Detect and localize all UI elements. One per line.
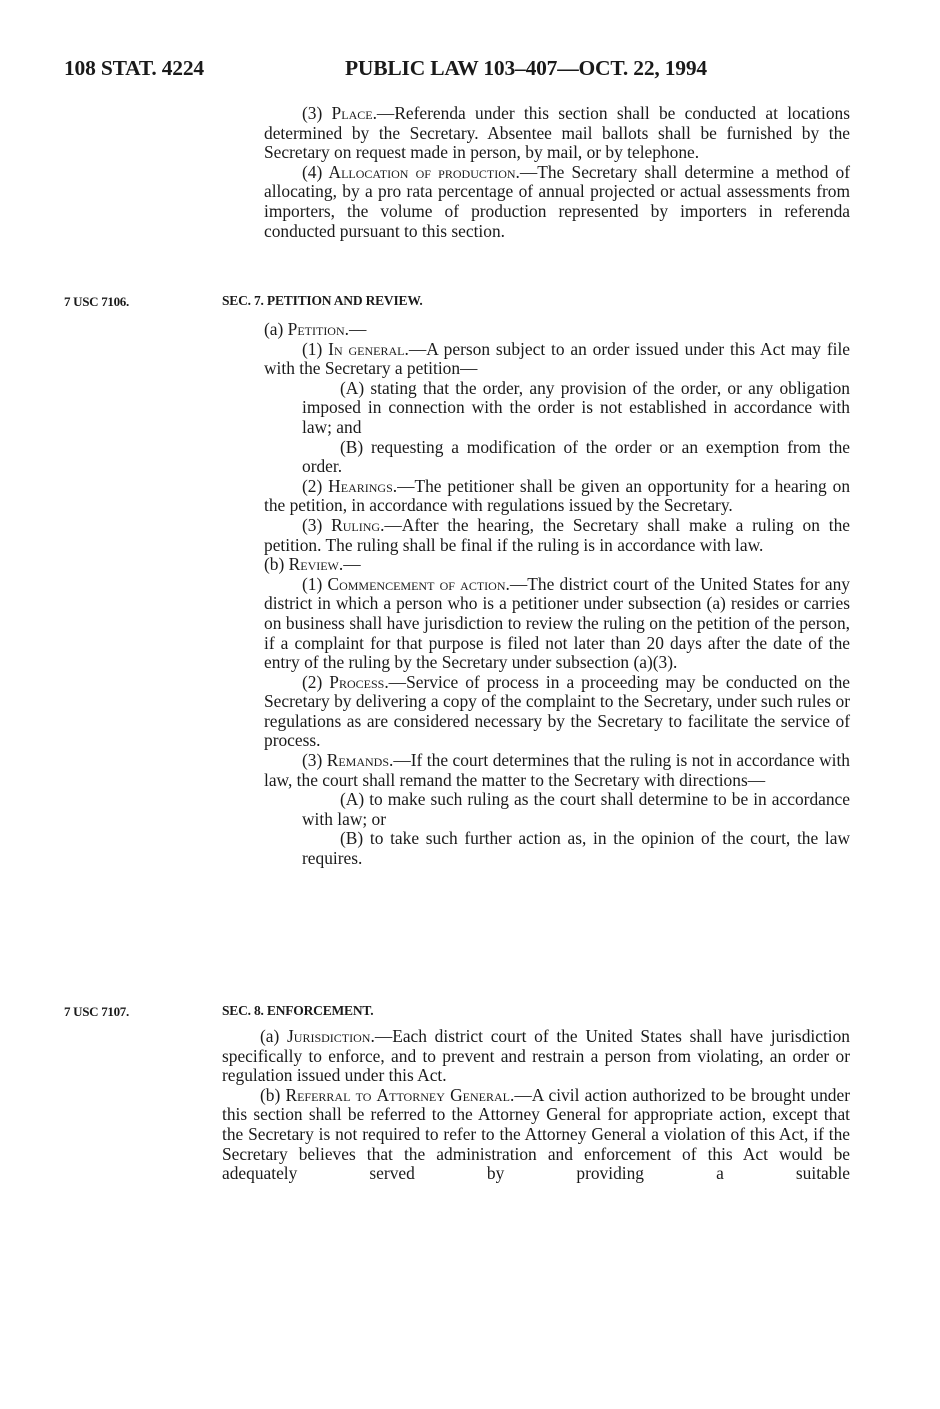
clause-b3B: (B) to take such further action as, in the opinion of the court, the law requires. (302, 828, 850, 869)
para-heading: ttorney (389, 1084, 451, 1105)
paragraph-b1 (264, 575, 850, 673)
subsection-a-petition (264, 320, 850, 340)
para-heading: earings (340, 475, 393, 496)
para-label: (3) P (302, 103, 342, 123)
para-heading: lace (341, 103, 373, 123)
para-label: (2) H (302, 475, 341, 496)
margin-citation-sec8: 7 USC 7107. (64, 1004, 129, 1019)
para-label: (b) R (264, 554, 301, 575)
clause-a1A: (A) stating that the order, any provision of the order, or any obligation imposed in connection with the order is not established in accordance with law; and (302, 377, 850, 437)
para-heading: n general (333, 338, 405, 359)
statute-page-number: 108 STAT. 4224 (64, 56, 204, 80)
para-text: .— (338, 554, 361, 575)
paragraph-a3 (264, 516, 850, 555)
paragraph-allocation (264, 163, 850, 241)
section-7-body (264, 320, 850, 869)
top-paragraphs (264, 104, 850, 241)
margin-citation-sec7: 7 USC 7106. (64, 294, 129, 309)
para-heading: uling (342, 514, 381, 535)
para-label: G (450, 1084, 463, 1105)
para-heading: ommencement of action (339, 573, 506, 594)
paragraph-b3 (264, 751, 850, 790)
para-text: .—After the hearing, the Secretary shall make a ruling on the petition. The ruling shall be final if the ruling is in accordance with law. (264, 514, 850, 555)
section-8-heading: SEC. 8. ENFORCEMENT. (222, 1003, 374, 1018)
para-heading: urisdiction (293, 1026, 371, 1046)
para-text: .—Referenda under this section shall be conducted at locations determined by the Secretary. Absentee mail ballots shall be furnished by the Secretary on request made in person, by mail, or by telephone. (264, 103, 850, 163)
public-law-citation: PUBLIC LAW 103–407—OCT. 22, 1994 (345, 56, 707, 80)
para-text: .—The petitioner shall be given an opportunity for a hearing on the petition, in accordance with regulations issued by the Secretary. (264, 475, 851, 516)
para-heading: rocess (338, 671, 385, 692)
para-heading: llocation of production (341, 161, 516, 182)
subsection-b-referral (222, 1086, 850, 1184)
para-heading: etition (297, 319, 345, 339)
para-label: (a) J (260, 1026, 294, 1046)
para-text: .—The district court of the United States for any district in which a person who is a petitioner under subsection (a) resides or carries on business shall have jurisdiction to review the ruling on the petition of the person, if a complaint for that purpose is filed not later than 20 days after the date of the entry of the ruling by the Secretary under subsection (a)(3). (264, 573, 850, 673)
paragraph-place (264, 104, 850, 163)
para-heading: emands (338, 750, 390, 771)
section-7-heading: SEC. 7. PETITION AND REVIEW. (222, 293, 423, 308)
para-label: (1) C (302, 573, 340, 594)
para-heading: eview (300, 554, 339, 575)
para-text: .—If the court determines that the ruling is not in accordance with law, the court shall remand the matter to the Secretary with directions— (264, 750, 850, 790)
para-text: .—Service of process in a proceeding may be conducted on the Secretary by delivering a copy of the complaint to the Secretary, under such rules or regulations as are considered necessary by the Secretary to facilitate the service of process. (264, 671, 850, 751)
clause-b3A: (A) to make such ruling as the court shall determine to be in accordance with law; or (302, 789, 850, 829)
paragraph-b2 (264, 673, 850, 751)
para-text: .— (344, 319, 367, 339)
para-label: (1) I (302, 338, 334, 359)
page-header (64, 56, 864, 86)
paragraph-a1 (264, 340, 850, 379)
para-text: .—Each district court of the United States shall have jurisdiction specifically to enforce, and to prevent and restrain a person from violating, an order or regulation issued under this Act. (222, 1026, 850, 1086)
para-text: .—The Secretary shall determine a method of allocating, by a pro rata percentage of annual projected or actual assessments from importers, the volume of production represented by importers in referenda conducted pursuant to this section. (264, 161, 850, 241)
para-label: (a) P (264, 319, 298, 339)
para-label: (b) R (260, 1084, 298, 1105)
clause-a1B: (B) requesting a modification of the order or an exemption from the order. (302, 436, 850, 477)
subsection-a-jurisdiction (222, 1027, 850, 1086)
para-heading: eferral to (297, 1084, 377, 1105)
subsection-b-review (264, 555, 850, 575)
para-text: .—A person subject to an order issued under this Act may file with the Secretary a petition— (264, 338, 850, 379)
para-text: .—A civil action authorized to be brought under this section shall be referred to the Attorney General for appropriate action, except that the Secretary is not required to refer to the Attorney General a violation of this Act, if the Secretary believes that the administration and enforcement of this Act would be adequately served by providing a suitable (222, 1084, 851, 1184)
para-label: A (376, 1084, 390, 1105)
paragraph-a2 (264, 477, 850, 516)
para-label: (4) A (302, 161, 342, 182)
para-label: (3) R (302, 750, 339, 771)
section-8-body (222, 1027, 850, 1184)
para-heading: eneral (462, 1084, 510, 1105)
para-label: (3) R (302, 514, 343, 535)
para-label: (2) P (302, 671, 339, 692)
